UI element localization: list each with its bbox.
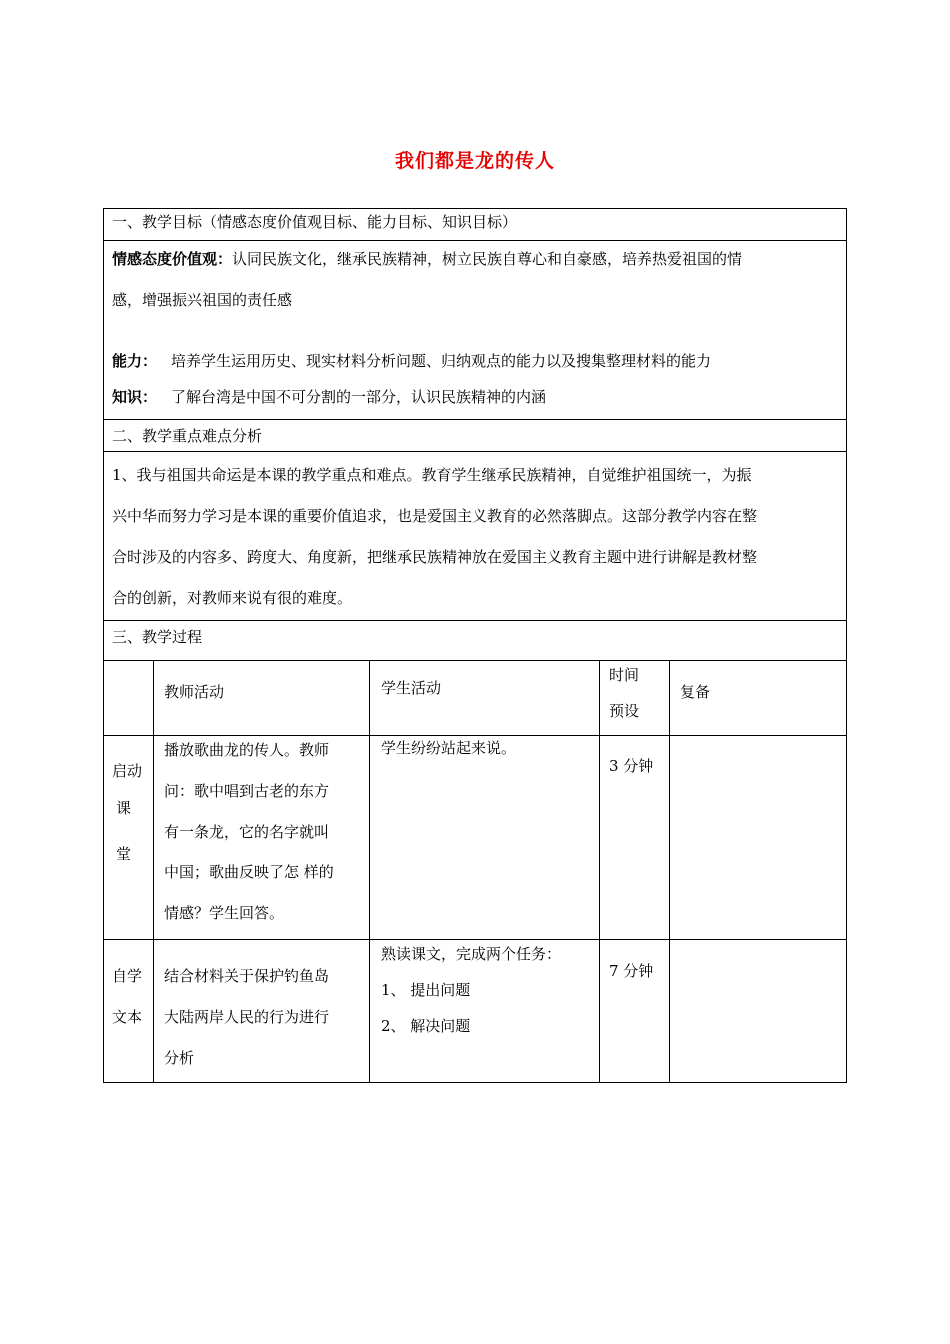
emotion-text: 认同民族文化，继承民族精神，树立民族自尊心和自豪感，培养热爱祖国的情 (232, 250, 743, 268)
column-rule (153, 660, 154, 1083)
stage-label: 堂 (116, 845, 132, 863)
table-rule (103, 208, 847, 209)
student-activity-line: 学生纷纷站起来说。 (381, 739, 517, 757)
focus-line: 合的创新，对教师来说有很的难度。 (112, 589, 353, 607)
time-value: 3 分钟 (609, 757, 654, 775)
table-rule (103, 419, 847, 420)
table-rule (103, 939, 847, 940)
table-border-left (103, 208, 104, 1083)
goals-header: 一、教学目标（情感态度价值观目标、能力目标、知识目标） (112, 213, 518, 231)
focus-line: 兴中华而努力学习是本课的重要价值追求，也是爱国主义教育的必然落脚点。这部分教学内容在整 (112, 507, 758, 525)
table-border-right (846, 208, 847, 1083)
header-time-2: 预设 (609, 702, 640, 720)
header-teacher-activity: 教师活动 (164, 683, 225, 701)
stage-label: 自学 (112, 967, 143, 985)
teacher-activity-line: 结合材料关于保护钓鱼岛 (164, 967, 330, 985)
page-title: 我们都是龙的传人 (394, 150, 555, 172)
column-rule (599, 660, 600, 1083)
student-activity-line: 熟读课文，完成两个任务： (381, 945, 562, 963)
student-activity-line: 1、 提出问题 (381, 981, 471, 999)
teacher-activity-line: 播放歌曲龙的传人。教师 (164, 741, 330, 759)
focus-header: 二、教学重点难点分析 (112, 427, 263, 445)
teacher-activity-line: 情感？学生回答。 (164, 904, 285, 922)
table-rule (103, 451, 847, 452)
teacher-activity-line: 分析 (164, 1049, 195, 1067)
column-rule (669, 660, 670, 1083)
focus-line: 合时涉及的内容多、跨度大、角度新，把继承民族精神放在爱国主义教育主题中进行讲解是教材整 (112, 548, 758, 566)
process-header: 三、教学过程 (112, 628, 203, 646)
knowledge-text: 了解台湾是中国不可分割的一部分，认识民族精神的内涵 (171, 388, 547, 406)
ability-line (112, 351, 711, 371)
focus-line: 1、我与祖国共命运是本课的教学重点和难点。教育学生继承民族精神，自觉维护祖国统一，为振 (112, 466, 752, 484)
column-rule (369, 660, 370, 1083)
teacher-activity-line: 有一条龙，它的名字就叫 (164, 823, 330, 841)
ability-text: 培养学生运用历史、现实材料分析问题、归纳观点的能力以及搜集整理材料的能力 (171, 352, 712, 370)
emotion-line-1 (112, 249, 742, 269)
emotion-line-2: 感，增强振兴祖国的责任感 (112, 291, 293, 309)
teacher-activity-line: 问：歌中唱到古老的东方 (164, 782, 330, 800)
stage-label: 启动 (112, 762, 143, 780)
student-activity-line: 2、 解决问题 (381, 1017, 471, 1035)
header-student-activity: 学生活动 (381, 679, 442, 697)
stage-label: 课 (116, 799, 132, 817)
knowledge-line (112, 387, 546, 407)
table-rule (103, 735, 847, 736)
table-rule (103, 1082, 847, 1083)
table-rule (103, 240, 847, 241)
teacher-activity-line: 中国；歌曲反映了怎 样的 (164, 863, 334, 881)
ability-label: 能力： (112, 352, 158, 370)
table-rule (103, 660, 847, 661)
stage-label: 文本 (112, 1008, 143, 1026)
teacher-activity-line: 大陆两岸人民的行为进行 (164, 1008, 330, 1026)
header-notes: 复备 (680, 683, 711, 701)
time-value: 7 分钟 (609, 962, 654, 980)
table-rule (103, 620, 847, 621)
knowledge-label: 知识： (112, 388, 158, 406)
emotion-label: 情感态度价值观： (112, 250, 233, 268)
header-time-1: 时间 (609, 666, 640, 684)
